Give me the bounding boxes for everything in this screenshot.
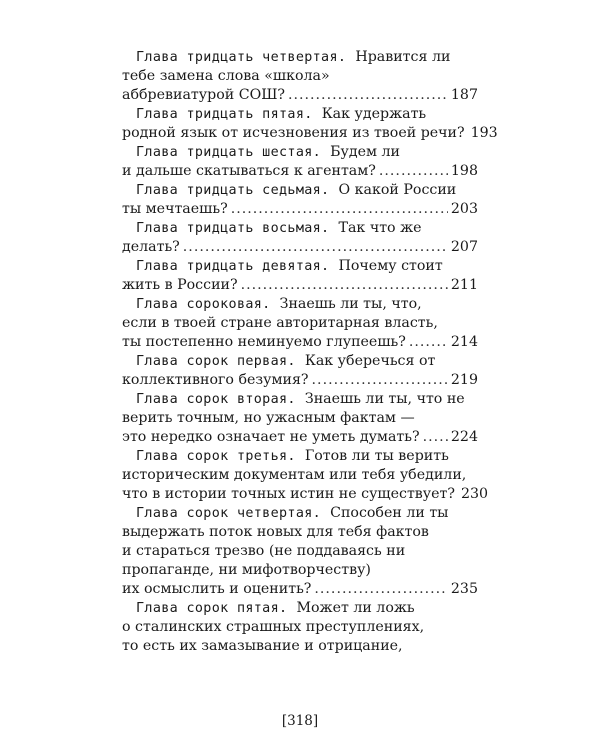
toc-entry-first-line: [122, 257, 478, 276]
chapter-heading: Глава тридцать четвертая.: [136, 50, 347, 65]
toc-entry-last-line: [122, 200, 478, 219]
chapter-title-text: Готов ли ты верить: [304, 448, 449, 464]
toc-entry-last-line: [122, 428, 478, 447]
chapter-title-end: их осмыслить и оценить?: [122, 581, 312, 597]
page-number: [318]: [281, 713, 319, 729]
chapter-title-end: что в истории точных истин не существует?: [122, 486, 455, 502]
leader-dots: [183, 238, 448, 257]
toc-entry-first-line: [122, 143, 478, 162]
chapter-heading: Глава сороковая.: [136, 297, 271, 312]
toc-page-number[interactable]: 230: [461, 486, 489, 502]
chapter-title-text: Нравится ли: [355, 49, 451, 65]
chapter-title-end: ты постепенно неминуемо глупеешь?: [122, 334, 406, 350]
toc-entry-first-line: [122, 181, 478, 200]
chapter-heading: Глава сорок третья.: [136, 449, 296, 464]
toc-entry: [122, 504, 478, 599]
chapter-heading: Глава сорок вторая.: [136, 392, 296, 407]
toc-page-number[interactable]: 198: [450, 163, 478, 179]
toc-page-number[interactable]: 214: [450, 334, 478, 350]
chapter-title-text: Как удержать: [321, 106, 427, 122]
chapter-title-text: Знаешь ли ты, что не: [304, 391, 465, 407]
chapter-title-text: Как уберечься от: [304, 353, 436, 369]
toc-entry-line: если в твоей стране авторитарная власть,: [122, 315, 438, 331]
toc-entry-line: тебе замена слова «школа»: [122, 68, 330, 84]
toc-entry-last-line: [122, 238, 478, 257]
toc-page-number[interactable]: 235: [450, 581, 478, 597]
toc-entry: [122, 143, 478, 181]
chapter-heading: Глава тридцать пятая.: [136, 107, 313, 122]
leader-dots: [409, 333, 448, 352]
chapter-heading: Глава сорок четвертая.: [136, 506, 322, 521]
toc-entry-first-line: [122, 599, 478, 618]
toc-entry-last-line: [122, 371, 478, 390]
toc-entry-line: о сталинских страшных преступлениях,: [122, 619, 425, 635]
toc-entry: [122, 447, 489, 504]
chapter-title-text: Так что же: [338, 220, 422, 236]
toc-entry: [122, 295, 478, 352]
toc-entry-first-line: [122, 295, 478, 314]
chapter-title-end: ты мечтаешь?: [122, 201, 228, 217]
toc-entry-line: верить точным, но ужасным фактам —: [122, 410, 415, 426]
leader-dots: [288, 86, 448, 105]
toc-entry-first-line: [122, 504, 478, 523]
toc-entry: [122, 352, 478, 390]
toc-entry-first-line: [122, 105, 478, 124]
toc-page-number[interactable]: 193: [470, 125, 498, 141]
toc-entry-line: выдержать поток новых для тебя фактов: [122, 524, 429, 540]
toc-entry-last-line: [122, 485, 489, 504]
toc-entry-line: и стараться трезво (не поддаваясь ни: [122, 543, 406, 559]
toc-entry: [122, 390, 478, 447]
toc-entry-last-line: [122, 86, 478, 105]
chapter-title-text: О какой России: [338, 182, 457, 198]
toc-entry-first-line: [122, 447, 478, 466]
leader-dots: [423, 428, 448, 447]
chapter-heading: Глава сорок пятая.: [136, 601, 288, 616]
toc-entry-last-line: [122, 124, 498, 143]
chapter-title-end: аббревиатурой СОШ?: [122, 87, 285, 103]
toc-entry-line: то есть их замазывание и отрицание,: [122, 638, 403, 654]
chapter-title-text: Будем ли: [330, 144, 401, 160]
chapter-heading: Глава тридцать восьмая.: [136, 221, 330, 236]
toc-page-number[interactable]: 187: [450, 87, 478, 103]
toc-entry-last-line: [122, 162, 478, 181]
toc-entry-last-line: [122, 333, 478, 352]
toc-entry: [122, 257, 478, 295]
chapter-title-text: Может ли ложь: [296, 600, 415, 616]
toc-entry: [122, 48, 478, 105]
toc-entry-last-line: [122, 276, 478, 295]
chapter-title-text: Знаешь ли ты, что,: [279, 296, 422, 312]
toc-entry: [122, 181, 478, 219]
toc-entry-first-line: [122, 352, 478, 371]
toc-page-number[interactable]: 224: [450, 429, 478, 445]
leader-dots: [314, 580, 448, 599]
chapter-title-end: и дальше скатываться к агентам?: [122, 163, 376, 179]
chapter-title-text: Почему стоит: [338, 258, 443, 274]
leader-dots: [241, 276, 448, 295]
chapter-title-end: делать?: [122, 239, 180, 255]
toc-entry-line: пропаганде, ни мифотворчеству): [122, 562, 371, 578]
chapter-heading: Глава тридцать седьмая.: [136, 183, 330, 198]
toc-entry-first-line: [122, 219, 478, 238]
chapter-title-text: Способен ли ты: [330, 505, 449, 521]
toc-page-number[interactable]: 211: [450, 277, 478, 293]
toc-page-number[interactable]: 203: [450, 201, 478, 217]
toc-page-number[interactable]: 219: [450, 372, 478, 388]
toc-page-number[interactable]: 207: [450, 239, 478, 255]
toc-entry-first-line: [122, 48, 478, 67]
leader-dots: [231, 200, 448, 219]
leader-dots: [379, 162, 448, 181]
chapter-title-end: родной язык от исчезновения из твоей речи?: [122, 125, 465, 141]
chapter-heading: Глава сорок первая.: [136, 354, 296, 369]
toc-entry: [122, 219, 478, 257]
toc-entry: [122, 599, 478, 656]
toc-entry: [122, 105, 498, 143]
chapter-heading: Глава тридцать шестая.: [136, 145, 322, 160]
toc-entry-line: историческим документам или тебя убедили,: [122, 467, 467, 483]
table-of-contents: [122, 48, 498, 656]
chapter-title-end: жить в России?: [122, 277, 238, 293]
toc-entry-first-line: [122, 390, 478, 409]
chapter-heading: Глава тридцать девятая.: [136, 259, 330, 274]
chapter-title-end: это нередко означает не уметь думать?: [122, 429, 420, 445]
chapter-title-end: коллективного безумия?: [122, 372, 309, 388]
toc-entry-last-line: [122, 580, 478, 599]
leader-dots: [312, 371, 448, 390]
